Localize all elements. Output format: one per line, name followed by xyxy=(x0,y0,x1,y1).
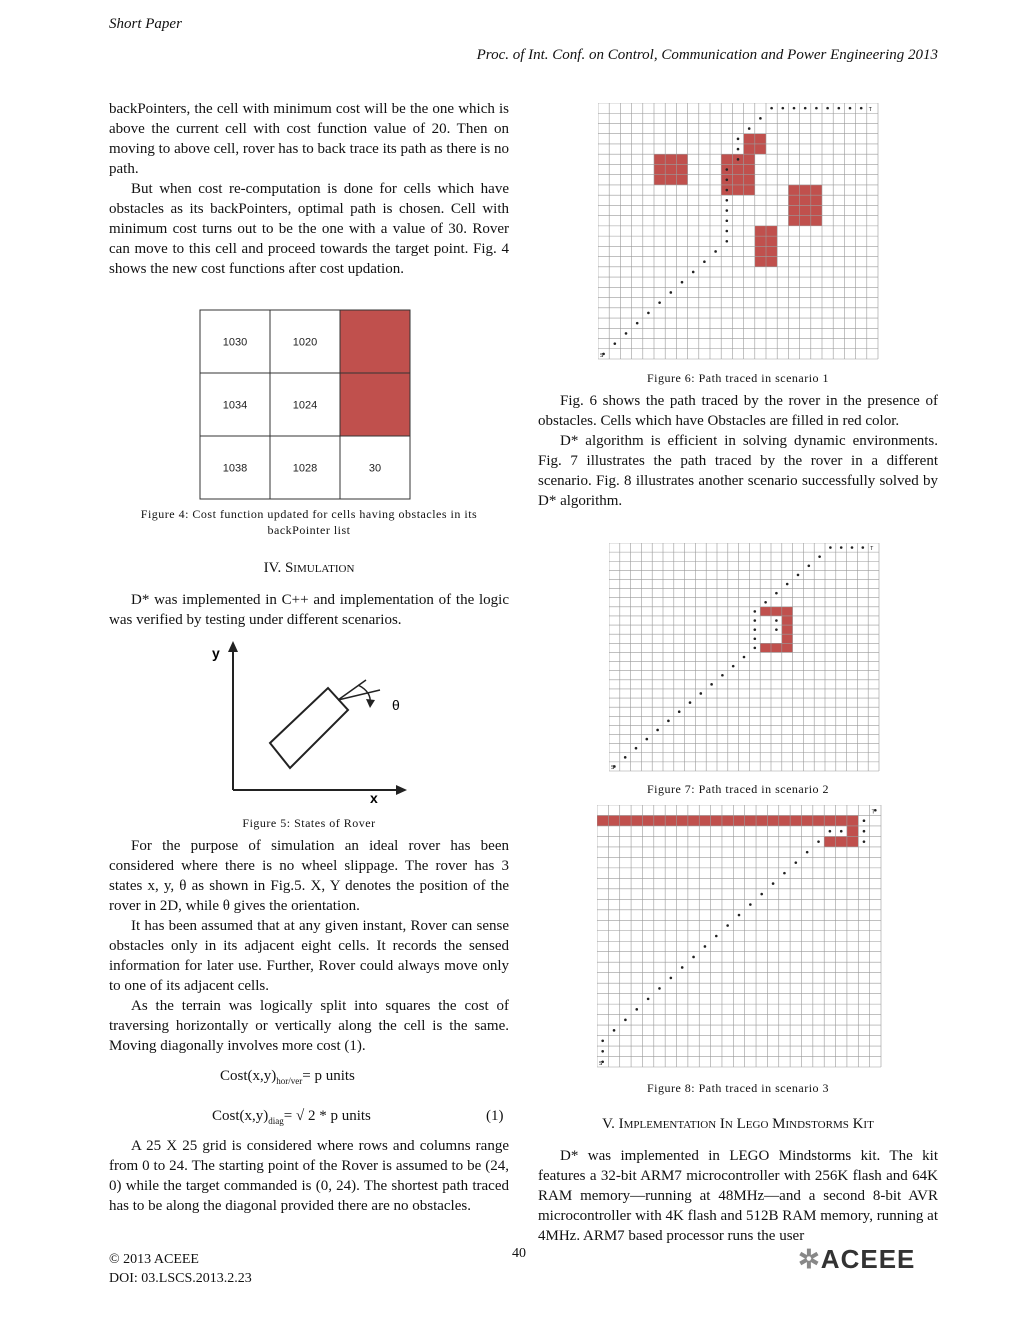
obstacle-cell xyxy=(836,836,847,846)
path-dot xyxy=(860,107,863,110)
obstacle-cell xyxy=(756,815,767,825)
page-number: 40 xyxy=(512,1246,526,1261)
figure-6-caption: Figure 6: Path traced in scenario 1 xyxy=(646,371,830,385)
obstacle-cell xyxy=(811,195,822,205)
path-dot xyxy=(862,546,865,549)
obstacle-cell xyxy=(744,154,755,164)
obstacle-cell xyxy=(665,164,676,174)
path-dot xyxy=(700,692,703,695)
running-header-left: Short Paper xyxy=(109,16,182,32)
path-dot xyxy=(863,819,866,822)
obstacle-cell xyxy=(722,815,733,825)
obstacle-cell xyxy=(760,607,771,616)
section-4-title: Simulation xyxy=(284,560,355,576)
path-dot xyxy=(721,674,724,677)
obstacle-cell xyxy=(766,246,777,256)
path-dot xyxy=(826,107,829,110)
path-dot xyxy=(726,168,729,171)
obstacle-cell xyxy=(755,246,766,256)
path-dot xyxy=(658,987,661,990)
logo-text: ACEEE xyxy=(820,1244,916,1274)
obstacle-cell xyxy=(779,815,790,825)
path-dot xyxy=(795,861,798,864)
path-dot xyxy=(670,977,673,980)
figure-4-caption: Figure 4: Cost function updated for cells having obstacles in its backPointer list xyxy=(140,507,478,537)
section-4-heading xyxy=(109,560,509,577)
figure-5-caption: Figure 5: States of Rover xyxy=(242,816,376,830)
obstacle-cell xyxy=(767,815,778,825)
path-dot xyxy=(658,301,661,304)
obstacle-cell xyxy=(800,195,811,205)
obstacle-cell xyxy=(824,815,835,825)
obstacle-cell xyxy=(790,815,801,825)
path-dot xyxy=(737,138,740,141)
path-dot xyxy=(754,619,757,622)
obstacle-cell xyxy=(788,205,799,215)
eq1-lhs: Cost(x,y) xyxy=(220,1068,277,1084)
path-dot xyxy=(793,107,796,110)
equation-diag xyxy=(212,1108,371,1126)
path-dot xyxy=(726,219,729,222)
left-column-bottom xyxy=(109,836,509,1056)
path-dot xyxy=(667,720,670,723)
obstacle-cell xyxy=(847,826,858,836)
path-dot xyxy=(849,107,852,110)
paragraph-cost-traversal: As the terrain was logically split into squares the cost of traversing horizontally or vertically along the cell is the same. Moving diagonally involves more cost (1). xyxy=(109,998,509,1054)
path-dot xyxy=(726,189,729,192)
cost-value: 1034 xyxy=(222,399,248,412)
path-dot xyxy=(743,656,746,659)
obstacle-cell xyxy=(631,815,642,825)
path-dot xyxy=(656,729,659,732)
target-label: T xyxy=(868,107,872,114)
section-4-number: IV. xyxy=(263,560,282,576)
path-dot xyxy=(601,1050,604,1053)
obstacle-cell xyxy=(782,625,793,634)
path-dot xyxy=(726,179,729,182)
figure-7-grid xyxy=(609,543,881,773)
obstacle-cell xyxy=(788,185,799,195)
obstacle-cell xyxy=(782,607,793,616)
obstacle-cell xyxy=(782,616,793,625)
obstacle-cell xyxy=(836,815,847,825)
start-label: S xyxy=(611,765,615,771)
obstacle-cell xyxy=(665,815,676,825)
obstacle-cell xyxy=(744,185,755,195)
path-dot xyxy=(726,209,729,212)
obstacle-cell xyxy=(654,815,665,825)
obstacle-cell xyxy=(801,815,812,825)
path-dot xyxy=(689,701,692,704)
path-dot xyxy=(808,565,811,568)
start-label: S xyxy=(600,353,604,359)
paragraph-sensing: It has been assumed that at any given instant, Rover can sense obstacles only in its adjacent eight cells. It records the sensed information for later use. Further, Rover could always move only to one of its adjacent cells. xyxy=(109,918,509,994)
path-dot xyxy=(726,199,729,202)
path-dot xyxy=(818,555,821,558)
obstacle-cell xyxy=(654,154,665,164)
y-axis-label: y xyxy=(212,645,220,661)
obstacle-cell xyxy=(688,815,699,825)
left-column-top xyxy=(109,99,509,279)
path-dot xyxy=(681,966,684,969)
obstacle-cell xyxy=(788,195,799,205)
theta-label: θ xyxy=(392,697,400,713)
path-dot xyxy=(714,250,717,253)
obstacle-cell xyxy=(760,643,771,652)
obstacle-cell xyxy=(642,815,653,825)
obstacle-cell xyxy=(676,164,687,174)
start-label: S xyxy=(599,1061,603,1067)
path-dot xyxy=(770,107,773,110)
obstacle-cell xyxy=(788,216,799,226)
paragraph-ideal-rover: For the purpose of simulation an ideal rover has been considered where there is no wheel slippage. The rover has 3 states x, y, θ as shown in Fig.5. X, Y denotes the position of the rover in 2D, while θ gives the orientation. xyxy=(109,838,509,914)
obstacle-cell xyxy=(676,175,687,185)
obstacle-cell xyxy=(824,836,835,846)
obstacle-cell xyxy=(732,175,743,185)
path-dot xyxy=(804,107,807,110)
path-dot xyxy=(775,592,778,595)
path-dot xyxy=(851,546,854,549)
aceee-logo xyxy=(798,1244,915,1275)
section-5-heading xyxy=(538,1116,938,1133)
obstacle-cell xyxy=(654,175,665,185)
path-dot xyxy=(775,619,778,622)
path-dot xyxy=(840,830,843,833)
path-dot xyxy=(624,756,627,759)
equation-hor-ver xyxy=(220,1068,355,1086)
obstacle-cell xyxy=(744,134,755,144)
path-dot xyxy=(681,281,684,284)
paragraph-simulation: D* was implemented in C++ and implementation of the logic was verified by testing under different scenarios. xyxy=(109,592,509,628)
path-dot xyxy=(754,647,757,650)
x-axis-arrow xyxy=(396,785,407,795)
cost-value: 1024 xyxy=(292,399,318,412)
running-header-right: Proc. of Int. Conf. on Control, Communication and Power Engineering 2013 xyxy=(476,47,938,63)
path-dot xyxy=(759,117,762,120)
path-dot xyxy=(815,107,818,110)
path-dot xyxy=(692,271,695,274)
eq1-rhs: = p units xyxy=(302,1068,355,1084)
obstacle-cell xyxy=(755,236,766,246)
path-dot xyxy=(710,683,713,686)
obstacle-cell xyxy=(745,815,756,825)
obstacle-cell xyxy=(847,815,858,825)
obstacle-cell xyxy=(732,164,743,174)
obstacle-cell xyxy=(771,643,782,652)
obstacle-cell xyxy=(771,607,782,616)
cost-value: 1030 xyxy=(222,336,248,349)
obstacle-cell xyxy=(721,154,732,164)
cost-value: 1038 xyxy=(222,462,248,475)
path-dot xyxy=(726,230,729,233)
obstacle-cell xyxy=(766,226,777,236)
path-dot xyxy=(737,148,740,151)
path-dot xyxy=(692,956,695,959)
path-dot xyxy=(786,583,789,586)
obstacle-cell xyxy=(699,815,710,825)
obstacle-cell xyxy=(732,185,743,195)
paragraph-cost-recomputation: But when cost re-computation is done for cells which have obstacles as its backPointers, optimal path is chosen. Cell with minimum cost turns out to be the one with a value of 30. Rover can move to this cell and proceed towards the target point. Fig. 4 shows the new cost functions after cost updation. xyxy=(109,181,509,277)
path-dot xyxy=(715,935,718,938)
paragraph-grid: A 25 X 25 grid is considered where rows and columns range from 0 to 24. The starting point of the Rover is assumed to be (24, 0) while the target commanded is (0, 24). The shortest path traced has to be along the diagonal provided there are no obstacles. xyxy=(109,1138,509,1214)
path-dot xyxy=(624,1019,627,1022)
path-dot xyxy=(754,628,757,631)
left-column-grid-paragraph xyxy=(109,1136,509,1216)
obstacle-cell xyxy=(800,216,811,226)
path-dot xyxy=(829,830,832,833)
simulation-paragraph-block xyxy=(109,590,509,630)
equation-number: (1) xyxy=(486,1108,504,1124)
path-dot xyxy=(754,610,757,613)
figure-6-grid xyxy=(598,103,880,361)
figure-4-cost-table xyxy=(198,308,414,500)
figure-8-caption: Figure 8: Path traced in scenario 3 xyxy=(646,1081,830,1095)
section-5-number: V. xyxy=(602,1116,615,1132)
obstacle-cell xyxy=(620,815,631,825)
path-dot xyxy=(726,924,729,927)
path-dot xyxy=(760,893,763,896)
path-dot xyxy=(614,342,617,345)
obstacle-cell xyxy=(744,144,755,154)
obstacle-cell xyxy=(340,373,410,436)
target-label: T xyxy=(871,809,875,816)
eq2-lhs: Cost(x,y) xyxy=(212,1108,269,1124)
obstacle-cell xyxy=(676,154,687,164)
obstacle-cell xyxy=(800,185,811,195)
path-dot xyxy=(749,903,752,906)
path-dot xyxy=(678,710,681,713)
obstacle-cell xyxy=(755,134,766,144)
obstacle-cell xyxy=(766,257,777,267)
eq2-subscript: diag xyxy=(268,1116,284,1126)
path-dot xyxy=(636,322,639,325)
path-dot xyxy=(829,546,832,549)
obstacle-cell xyxy=(665,175,676,185)
path-dot xyxy=(625,332,628,335)
obstacle-cell xyxy=(766,236,777,246)
paragraph-dstar-efficient: D* algorithm is efficient in solving dynamic environments. Fig. 7 illustrates the path traced by the rover in a different scenario. Fig. 8 illustrates another scenario successfully solved by D* algorithm. xyxy=(538,433,938,509)
path-dot xyxy=(704,945,707,948)
footer-copyright: © 2013 ACEEE xyxy=(109,1252,199,1267)
path-dot xyxy=(670,291,673,294)
path-dot xyxy=(647,998,650,1001)
paragraph-backpointers: backPointers, the cell with minimum cost will be the one which is above the current cell with cost function value of 20. Then on moving to above cell, rover has to back trace its path as there is no path. xyxy=(109,101,509,177)
path-dot xyxy=(635,1008,638,1011)
path-dot xyxy=(646,738,649,741)
cost-value: 30 xyxy=(368,462,382,475)
obstacle-cell xyxy=(782,634,793,643)
obstacle-cell xyxy=(811,185,822,195)
eq2-rhs: = √ 2 * p units xyxy=(283,1108,371,1124)
obstacle-cell xyxy=(811,205,822,215)
path-dot xyxy=(613,1029,616,1032)
path-dot xyxy=(782,107,785,110)
eq1-subscript: hor/ver xyxy=(276,1076,303,1086)
path-dot xyxy=(863,840,866,843)
obstacle-cell xyxy=(800,205,811,215)
path-dot xyxy=(775,628,778,631)
path-dot xyxy=(726,240,729,243)
path-dot xyxy=(772,882,775,885)
path-dot xyxy=(806,851,809,854)
path-dot xyxy=(748,127,751,130)
obstacle-cell xyxy=(755,257,766,267)
right-column-text-2 xyxy=(538,1146,938,1246)
path-dot xyxy=(737,158,740,161)
path-dot xyxy=(635,747,638,750)
obstacle-cell xyxy=(811,216,822,226)
path-dot xyxy=(863,830,866,833)
path-dot xyxy=(817,840,820,843)
obstacle-cell xyxy=(711,815,722,825)
path-dot xyxy=(601,1040,604,1043)
obstacle-cell xyxy=(744,164,755,174)
obstacle-cell xyxy=(665,154,676,164)
footer-doi: DOI: 03.LSCS.2013.2.23 xyxy=(109,1271,252,1286)
obstacle-cell xyxy=(340,310,410,373)
path-dot xyxy=(783,872,786,875)
path-dot xyxy=(838,107,841,110)
path-dot xyxy=(840,546,843,549)
x-axis-label: x xyxy=(370,790,378,806)
figure-5-rover-states xyxy=(200,638,420,810)
y-axis-arrow xyxy=(228,641,238,652)
paragraph-fig6-desc: Fig. 6 shows the path traced by the rover in the presence of obstacles. Cells which have Obstacles are filled in red color. xyxy=(538,393,938,429)
obstacle-cell xyxy=(597,815,608,825)
paragraph-lego-kit: D* was implemented in LEGO Mindstorms kit. The kit features a 32-bit ARM7 microcontroller with 256K flash and 64K RAM memory—running at 48MHz—and a second 8-bit AVR microcontroller with 4K flash and 512B RAM memory, running at 4MHz. ARM7 based processor runs the user xyxy=(538,1148,938,1244)
obstacle-cell xyxy=(755,226,766,236)
obstacle-cell xyxy=(744,175,755,185)
cost-value: 1028 xyxy=(292,462,318,475)
obstacle-cell xyxy=(813,815,824,825)
obstacle-cell xyxy=(733,815,744,825)
path-dot xyxy=(647,312,650,315)
theta-arrowhead xyxy=(366,699,375,708)
path-dot xyxy=(703,260,706,263)
section-5-title: Implementation In Lego Mindstorms Kit xyxy=(618,1116,874,1132)
figure-7-caption: Figure 7: Path traced in scenario 2 xyxy=(646,782,830,796)
path-dot xyxy=(732,665,735,668)
obstacle-cell xyxy=(847,836,858,846)
right-column-text-1 xyxy=(538,391,938,511)
path-dot xyxy=(738,914,741,917)
path-dot xyxy=(764,601,767,604)
figure-8-grid xyxy=(597,805,883,1069)
obstacle-cell xyxy=(755,144,766,154)
obstacle-cell xyxy=(608,815,619,825)
path-dot xyxy=(754,637,757,640)
target-label: T xyxy=(870,546,874,553)
rover-body xyxy=(270,688,348,768)
cost-value: 1020 xyxy=(292,336,318,349)
obstacle-cell xyxy=(654,164,665,174)
obstacle-cell xyxy=(782,643,793,652)
path-dot xyxy=(797,574,800,577)
obstacle-cell xyxy=(677,815,688,825)
logo-star-icon: ✲ xyxy=(798,1244,821,1274)
